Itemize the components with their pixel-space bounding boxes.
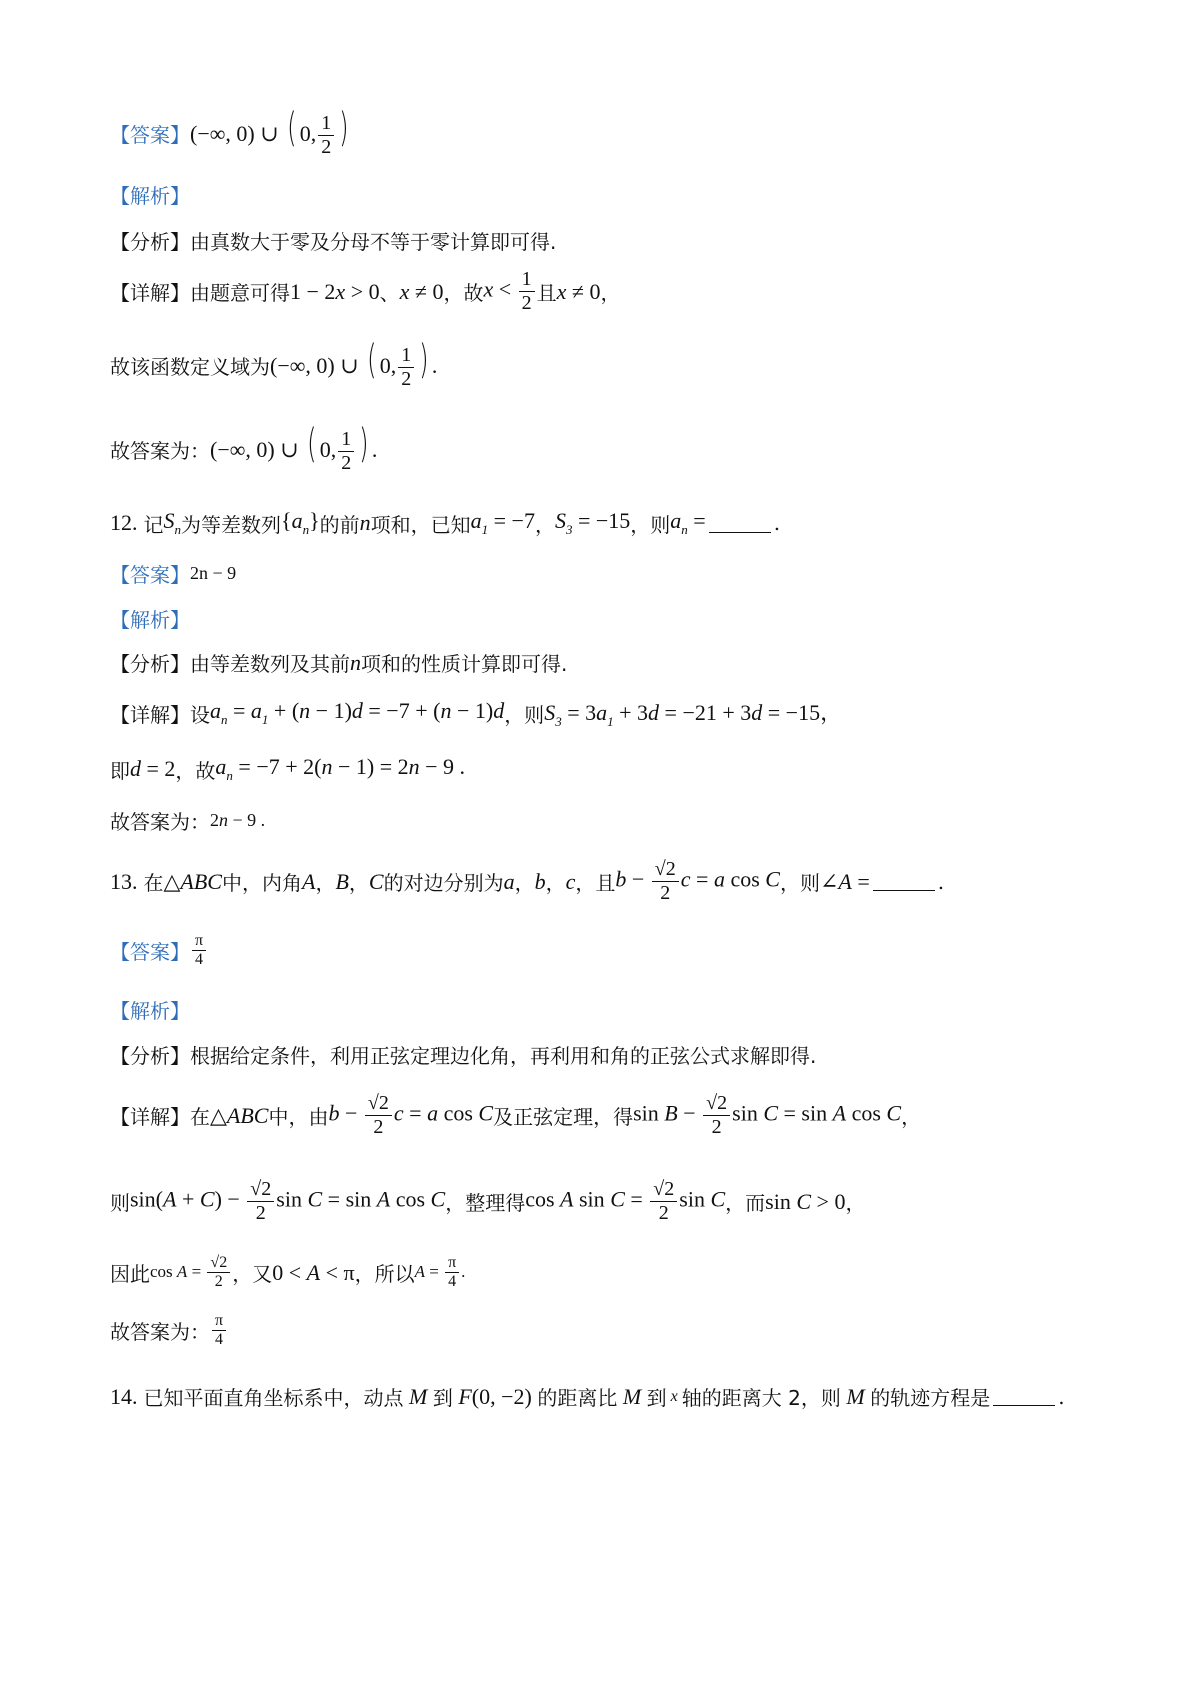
question-text: ， [534,512,555,537]
final-answer-expression: (−∞, 0) ∪ ( 0, $\frac{1}{2}$ ) . [210,421,378,475]
q13-final-line [110,1312,228,1350]
detail-text: 在 [190,1105,210,1129]
detail-text: 及正弦定理，得 [493,1105,634,1129]
math-expand: sin(A + C) − $\frac{√2}{2}$ sin C = sin A cos C [130,1178,446,1224]
answer-expression: 2n − 9 [190,563,237,583]
detail-text: 设 [190,702,210,727]
math-angles: A [301,868,316,894]
math-sides: a [503,868,515,894]
q13-fenxi-line [110,1040,816,1069]
detail-text: 则 [110,1191,130,1215]
question-number: 13. [110,868,138,894]
domain-expression: (−∞, 0) ∪ ( 0, $\frac{1}{2}$ ) . [270,337,438,391]
detail-text: ，则 [504,702,545,727]
detail-label: 【详解】 [110,702,190,727]
math-sine-form: sin B − $\frac{√2}{2}$ sin C = sin A cos C [633,1092,902,1138]
detail-label: 【详解】 [110,1105,190,1129]
math-n: n [359,510,371,535]
question-text: ，则 [630,512,671,537]
math-M: M [840,1383,871,1409]
math-d: d = 2 [130,756,176,781]
answer-blank [873,872,935,891]
q11-domain-line [110,337,438,391]
answer-expression: (−∞, 0) ∪ ( 0, $\frac{1}{2}$ ) [190,105,349,159]
final-answer-text: 故答案为： [110,439,210,464]
q13-answer-line [110,932,208,970]
q12-analysis-heading [110,604,190,633]
math-seq: $\{a_n\}$ [281,508,320,537]
question-number: 14. [110,1383,138,1409]
fenxi-text: 由真数大于零及分母不等于零计算即可得. [190,230,557,254]
math-neq: x ≠ 0 [399,278,444,304]
q11-answer-line [110,105,352,159]
domain-text: 故该函数定义域为 [110,355,270,380]
detail-text: ，故 [443,281,484,305]
math-triangle: △ABC [163,868,222,894]
final-answer-expression: $\frac{\pi}{4}$ [212,1312,226,1350]
math-condition: b − $\frac{√2}{2}$ c = a cos C [615,858,780,904]
detail-text: 、 [379,281,400,305]
analysis-label: 【解析】 [110,999,190,1023]
q12-fenxi-line [110,648,567,677]
question-text: 为等差数列 [181,512,281,537]
q13-question: 13. 在 △ABC 中，内角 A ， B ， C 的对边分别为 a ， b ， c ，且 b − $\frac{√2}{2}$ c = a cos C ，则 ∠A = . [110,858,945,904]
fenxi-text: 根据给定条件，利用正弦定理边化角，再利用和角的正弦公式求解即得. [190,1044,817,1068]
math-S3: $S_3 = -15$ [554,508,631,537]
question-text: 中，内角 [221,871,302,895]
q12-answer-line [110,559,236,588]
math-A-result: A = $\frac{\pi}{4}$ . [414,1254,466,1291]
q13-detail-line [110,1092,921,1139]
fenxi-text: 由等差数列及其前 [190,652,350,676]
q12-detail-line [110,696,842,730]
question-text: 的对边分别为 [383,871,504,895]
math-n: n [350,649,361,675]
math-cosA: cos A = $\frac{√2}{2}$ [150,1254,232,1292]
question-number: 12. [110,510,138,535]
math-triangle: △ABC [210,1102,269,1128]
math-condition: b − $\frac{√2}{2}$ c = a cos C [328,1092,494,1138]
question-text: ，且 [575,871,616,895]
q12-final-line [110,806,265,835]
question-text: 已知平面直角坐标系中，动点 [143,1386,404,1410]
question-text: 的距离比 [537,1386,618,1410]
fenxi-label: 【分析】 [110,652,190,676]
final-answer-text: 故答案为： [110,810,210,834]
math-general-term: $a_n = a_1 + (n - 1)d = -7 + (n - 1)d$ [210,698,505,727]
answer-label: 【答案】 [110,563,190,587]
detail-text: 且 [536,281,557,305]
detail-text: ，所以 [354,1262,415,1287]
math-F: F(0, −2) [458,1383,538,1409]
math-range: 0 < A < π [272,1259,355,1285]
question-text: 轴的距离大 2，则 [681,1386,841,1410]
q11-fenxi-line [110,226,556,255]
detail-text: ， [600,281,621,305]
detail-text: ， [845,1191,866,1215]
math-an: $a_n$ = [670,508,706,537]
math-lt-half: x < $\frac{1}{2}$ [483,268,536,315]
fenxi-text: 项和的性质计算即可得. [361,652,568,676]
math-a1: $a_1 = -7$ [470,508,535,537]
detail-text: 中，由 [268,1105,329,1129]
final-answer-expression: 2n − 9 . [210,810,266,830]
answer-blank [993,1387,1055,1406]
question-text: ，则 [779,871,820,895]
analysis-label: 【解析】 [110,184,190,208]
question-text: 记 [143,512,164,537]
question-text: 到 [432,1386,453,1410]
question-text: 的轨迹方程是 [870,1386,991,1410]
math-neq: x ≠ 0 [556,278,601,304]
question-text: 的前 [319,512,360,537]
q13-line2 [110,1178,865,1225]
fenxi-label: 【分析】 [110,230,190,254]
question-text: 项和，已知 [370,512,471,537]
detail-text: ， [901,1105,922,1129]
q11-final-line [110,421,378,475]
math-Sn: $S_n$ [163,508,181,537]
q11-detail-line [110,268,620,315]
math-M: M [403,1383,433,1409]
answer-expression: $\frac{\pi}{4}$ [192,932,206,970]
q13-analysis-heading [110,995,190,1024]
q12-question: 12. 记 $S_n$ 为等差数列 $\{a_n\}$ 的前 n 项和，已知 $a_1 = -7$ ， $S_3 = -15$ ，则 $a_n$ = . [110,508,781,537]
fenxi-label: 【分析】 [110,1044,190,1068]
answer-label: 【答案】 [110,123,190,148]
detail-text: ，又 [232,1262,273,1287]
math-inequality: 1 − 2x > 0 [290,278,380,304]
math-M: M [617,1383,647,1409]
detail-text: ，故 [175,758,216,783]
q11-analysis-heading [110,180,190,209]
analysis-label: 【解析】 [110,608,190,632]
math-angle-A: ∠A = [819,868,870,894]
math-an-result: $a_n = -7 + 2(n - 1) = 2n - 9$ . [215,754,466,783]
math-S3-expansion: $S_3 = 3a_1 + 3d = -21 + 3d = -15$， [544,700,843,729]
math-sinC-positive: sin C > 0 [765,1188,846,1214]
question-text: 到 [646,1386,667,1410]
question-text: 在 [143,871,164,895]
detail-text: 即 [110,758,130,783]
answer-label: 【答案】 [110,940,190,965]
detail-text: 由题意可得 [190,281,290,305]
q14-question: 14. 已知平面直角坐标系中，动点 M 到 F(0, −2) 的距离比 M 到 x 轴的距离大 2，则 M 的轨迹方程是 . [110,1383,1065,1410]
q12-line2 [110,754,465,784]
math-x: x [666,1387,682,1405]
q13-line3 [110,1254,465,1292]
final-answer-text: 故答案为： [110,1320,210,1345]
detail-text: 因此 [110,1262,150,1287]
math-simplified: cos A sin C = $\frac{√2}{2}$ sin C [525,1178,726,1224]
detail-label: 【详解】 [110,281,190,305]
detail-text: ，而 [725,1191,766,1215]
answer-blank [709,514,771,533]
detail-text: ，整理得 [445,1191,526,1215]
